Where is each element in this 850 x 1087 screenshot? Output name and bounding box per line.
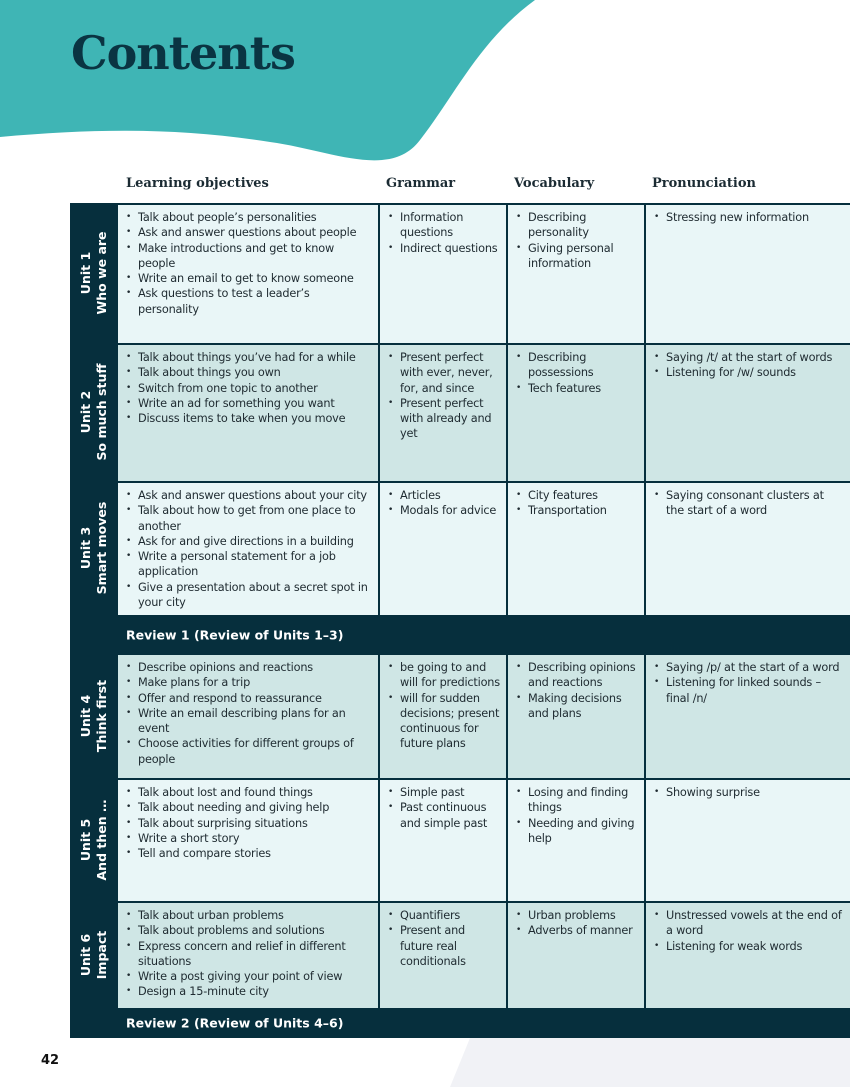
list-item: • Make plans for a trip xyxy=(124,675,372,690)
list-item: • Talk about things you’ve had for a while xyxy=(124,350,372,365)
list-item: • Describing personality xyxy=(514,210,638,241)
vocabulary-cell xyxy=(508,780,644,901)
objectives-cell xyxy=(118,655,378,778)
list-item: • Make introductions and get to know people xyxy=(124,241,372,272)
unit-row-2 xyxy=(70,343,850,481)
list-item: • Write a post giving your point of view xyxy=(124,969,372,984)
list-item: • Describing possessions xyxy=(514,350,638,381)
list-item: • Past continuous and simple past xyxy=(386,800,500,831)
list-item: • Ask for and give directions in a building xyxy=(124,534,372,549)
list-item: • Write a personal statement for a job application xyxy=(124,549,372,580)
unit-name: Smart moves xyxy=(94,501,109,595)
vocabulary-cell xyxy=(508,483,644,615)
vocabulary-cell xyxy=(508,345,644,481)
list-item: • Write an ad for something you want xyxy=(124,396,372,411)
list-item: • Indirect questions xyxy=(386,241,500,256)
pronunciation-cell xyxy=(646,903,850,1008)
list-item: • Offer and respond to reassurance xyxy=(124,691,372,706)
list-item: • Listening for weak words xyxy=(652,939,844,954)
unit-name: Who we are xyxy=(94,231,109,315)
list-item: • Talk about things you own xyxy=(124,365,372,380)
list-item: • Present and future real conditionals xyxy=(386,923,500,969)
list-item: • Listening for linked sounds – final /n/ xyxy=(652,675,844,706)
list-item: • Describe opinions and reactions xyxy=(124,660,372,675)
list-item: • Modals for advice xyxy=(386,503,500,518)
list-item: • Articles xyxy=(386,488,500,503)
unit-label-cell xyxy=(70,343,118,481)
objectives-cell xyxy=(118,205,378,343)
unit-label-cell xyxy=(70,203,118,343)
unit-name: And then … xyxy=(94,799,109,880)
objectives-cell xyxy=(118,780,378,901)
unit-name: Impact xyxy=(94,930,109,979)
list-item: • Saying /p/ at the start of a word xyxy=(652,660,844,675)
list-item: • Transportation xyxy=(514,503,638,518)
grammar-cell xyxy=(380,483,506,615)
list-item: • Saying consonant clusters at the start of a word xyxy=(652,488,844,519)
list-item: • Information questions xyxy=(386,210,500,241)
list-item: • Discuss items to take when you move xyxy=(124,411,372,426)
list-item: • City features xyxy=(514,488,638,503)
list-item: • Talk about lost and found things xyxy=(124,785,372,800)
unit-row-3 xyxy=(70,481,850,615)
pronunciation-cell xyxy=(646,345,850,481)
unit-name: So much stuff xyxy=(94,363,109,461)
grammar-cell xyxy=(380,205,506,343)
page-number: 42 xyxy=(41,1053,60,1068)
list-item: • Write an email to get to know someone xyxy=(124,271,372,286)
review-label: Review 2 (Review of Units 4–6) xyxy=(126,1015,344,1031)
unit-number: Unit 1 xyxy=(78,251,93,295)
column-header-vocabulary: Vocabulary xyxy=(514,176,595,191)
list-item: • Give a presentation about a secret spot in your city xyxy=(124,580,372,611)
unit-number: Unit 4 xyxy=(78,694,93,737)
list-item: • Write a short story xyxy=(124,831,372,846)
list-item: • Describing opinions and reactions xyxy=(514,660,638,691)
list-item: • Ask questions to test a leader’s personality xyxy=(124,286,372,317)
unit-number: Unit 3 xyxy=(78,526,93,570)
list-item: • Unstressed vowels at the end of a word xyxy=(652,908,844,939)
grammar-cell xyxy=(380,655,506,778)
list-item: • Talk about how to get from one place to another xyxy=(124,503,372,534)
grammar-cell xyxy=(380,903,506,1008)
column-header-grammar: Grammar xyxy=(386,176,456,191)
objectives-cell xyxy=(118,483,378,615)
unit-label-cell xyxy=(70,778,118,901)
list-item: • be going to and will for predictions xyxy=(386,660,500,691)
unit-row-5 xyxy=(70,778,850,901)
vocabulary-cell xyxy=(508,655,644,778)
list-item: • Talk about needing and giving help xyxy=(124,800,372,815)
list-item: • Design a 15-minute city xyxy=(124,984,372,999)
list-item: • Giving personal information xyxy=(514,241,638,272)
unit-label-cell xyxy=(70,901,118,1008)
list-item: • Choose activities for different groups of people xyxy=(124,736,372,767)
list-item: • Talk about problems and solutions xyxy=(124,923,372,938)
objectives-cell xyxy=(118,903,378,1008)
grammar-cell xyxy=(380,345,506,481)
column-header-learning-objectives: Learning objectives xyxy=(126,176,269,191)
list-item: • Write an email describing plans for an event xyxy=(124,706,372,737)
review-label: Review 1 (Review of Units 1–3) xyxy=(126,627,344,643)
unit-number: Unit 6 xyxy=(78,933,93,976)
unit-name: Think first xyxy=(94,679,109,752)
list-item: • Listening for /w/ sounds xyxy=(652,365,844,380)
list-item: • Quantifiers xyxy=(386,908,500,923)
list-item: • Talk about surprising situations xyxy=(124,816,372,831)
list-item: • Talk about urban problems xyxy=(124,908,372,923)
review-row-1 xyxy=(70,615,850,655)
list-item: • Adverbs of manner xyxy=(514,923,638,938)
pronunciation-cell xyxy=(646,655,850,778)
column-header-pronunciation: Pronunciation xyxy=(652,176,756,191)
list-item: • Losing and finding things xyxy=(514,785,638,816)
list-item: • Present perfect with already and yet xyxy=(386,396,500,442)
unit-number: Unit 5 xyxy=(78,818,93,861)
list-item: • Tell and compare stories xyxy=(124,846,372,861)
list-item: • Needing and giving help xyxy=(514,816,638,847)
pronunciation-cell xyxy=(646,483,850,615)
list-item: • Express concern and relief in different situations xyxy=(124,939,372,970)
list-item: • Tech features xyxy=(514,381,638,396)
unit-row-1 xyxy=(70,203,850,343)
list-item: • Talk about people’s personalities xyxy=(124,210,372,225)
list-item: • will for sudden decisions; present continuous for future plans xyxy=(386,691,500,752)
list-item: • Making decisions and plans xyxy=(514,691,638,722)
unit-label-cell xyxy=(70,481,118,615)
list-item: • Urban problems xyxy=(514,908,638,923)
unit-label-cell xyxy=(70,653,118,778)
unit-number: Unit 2 xyxy=(78,390,93,434)
list-item: • Simple past xyxy=(386,785,500,800)
grammar-cell xyxy=(380,780,506,901)
unit-row-4 xyxy=(70,653,850,778)
contents-table xyxy=(70,203,850,1038)
list-item: • Stressing new information xyxy=(652,210,844,225)
unit-row-6 xyxy=(70,901,850,1008)
vocabulary-cell xyxy=(508,903,644,1008)
pronunciation-cell xyxy=(646,780,850,901)
list-item: • Ask and answer questions about people xyxy=(124,225,372,240)
list-item: • Saying /t/ at the start of words xyxy=(652,350,844,365)
page-title: Contents xyxy=(71,26,295,80)
objectives-cell xyxy=(118,345,378,481)
list-item: • Ask and answer questions about your city xyxy=(124,488,372,503)
list-item: • Showing surprise xyxy=(652,785,844,800)
review-row-2 xyxy=(70,1008,850,1038)
list-item: • Switch from one topic to another xyxy=(124,381,372,396)
vocabulary-cell xyxy=(508,205,644,343)
pronunciation-cell xyxy=(646,205,850,343)
footer-background-shape xyxy=(0,1038,850,1087)
list-item: • Present perfect with ever, never, for, and since xyxy=(386,350,500,396)
